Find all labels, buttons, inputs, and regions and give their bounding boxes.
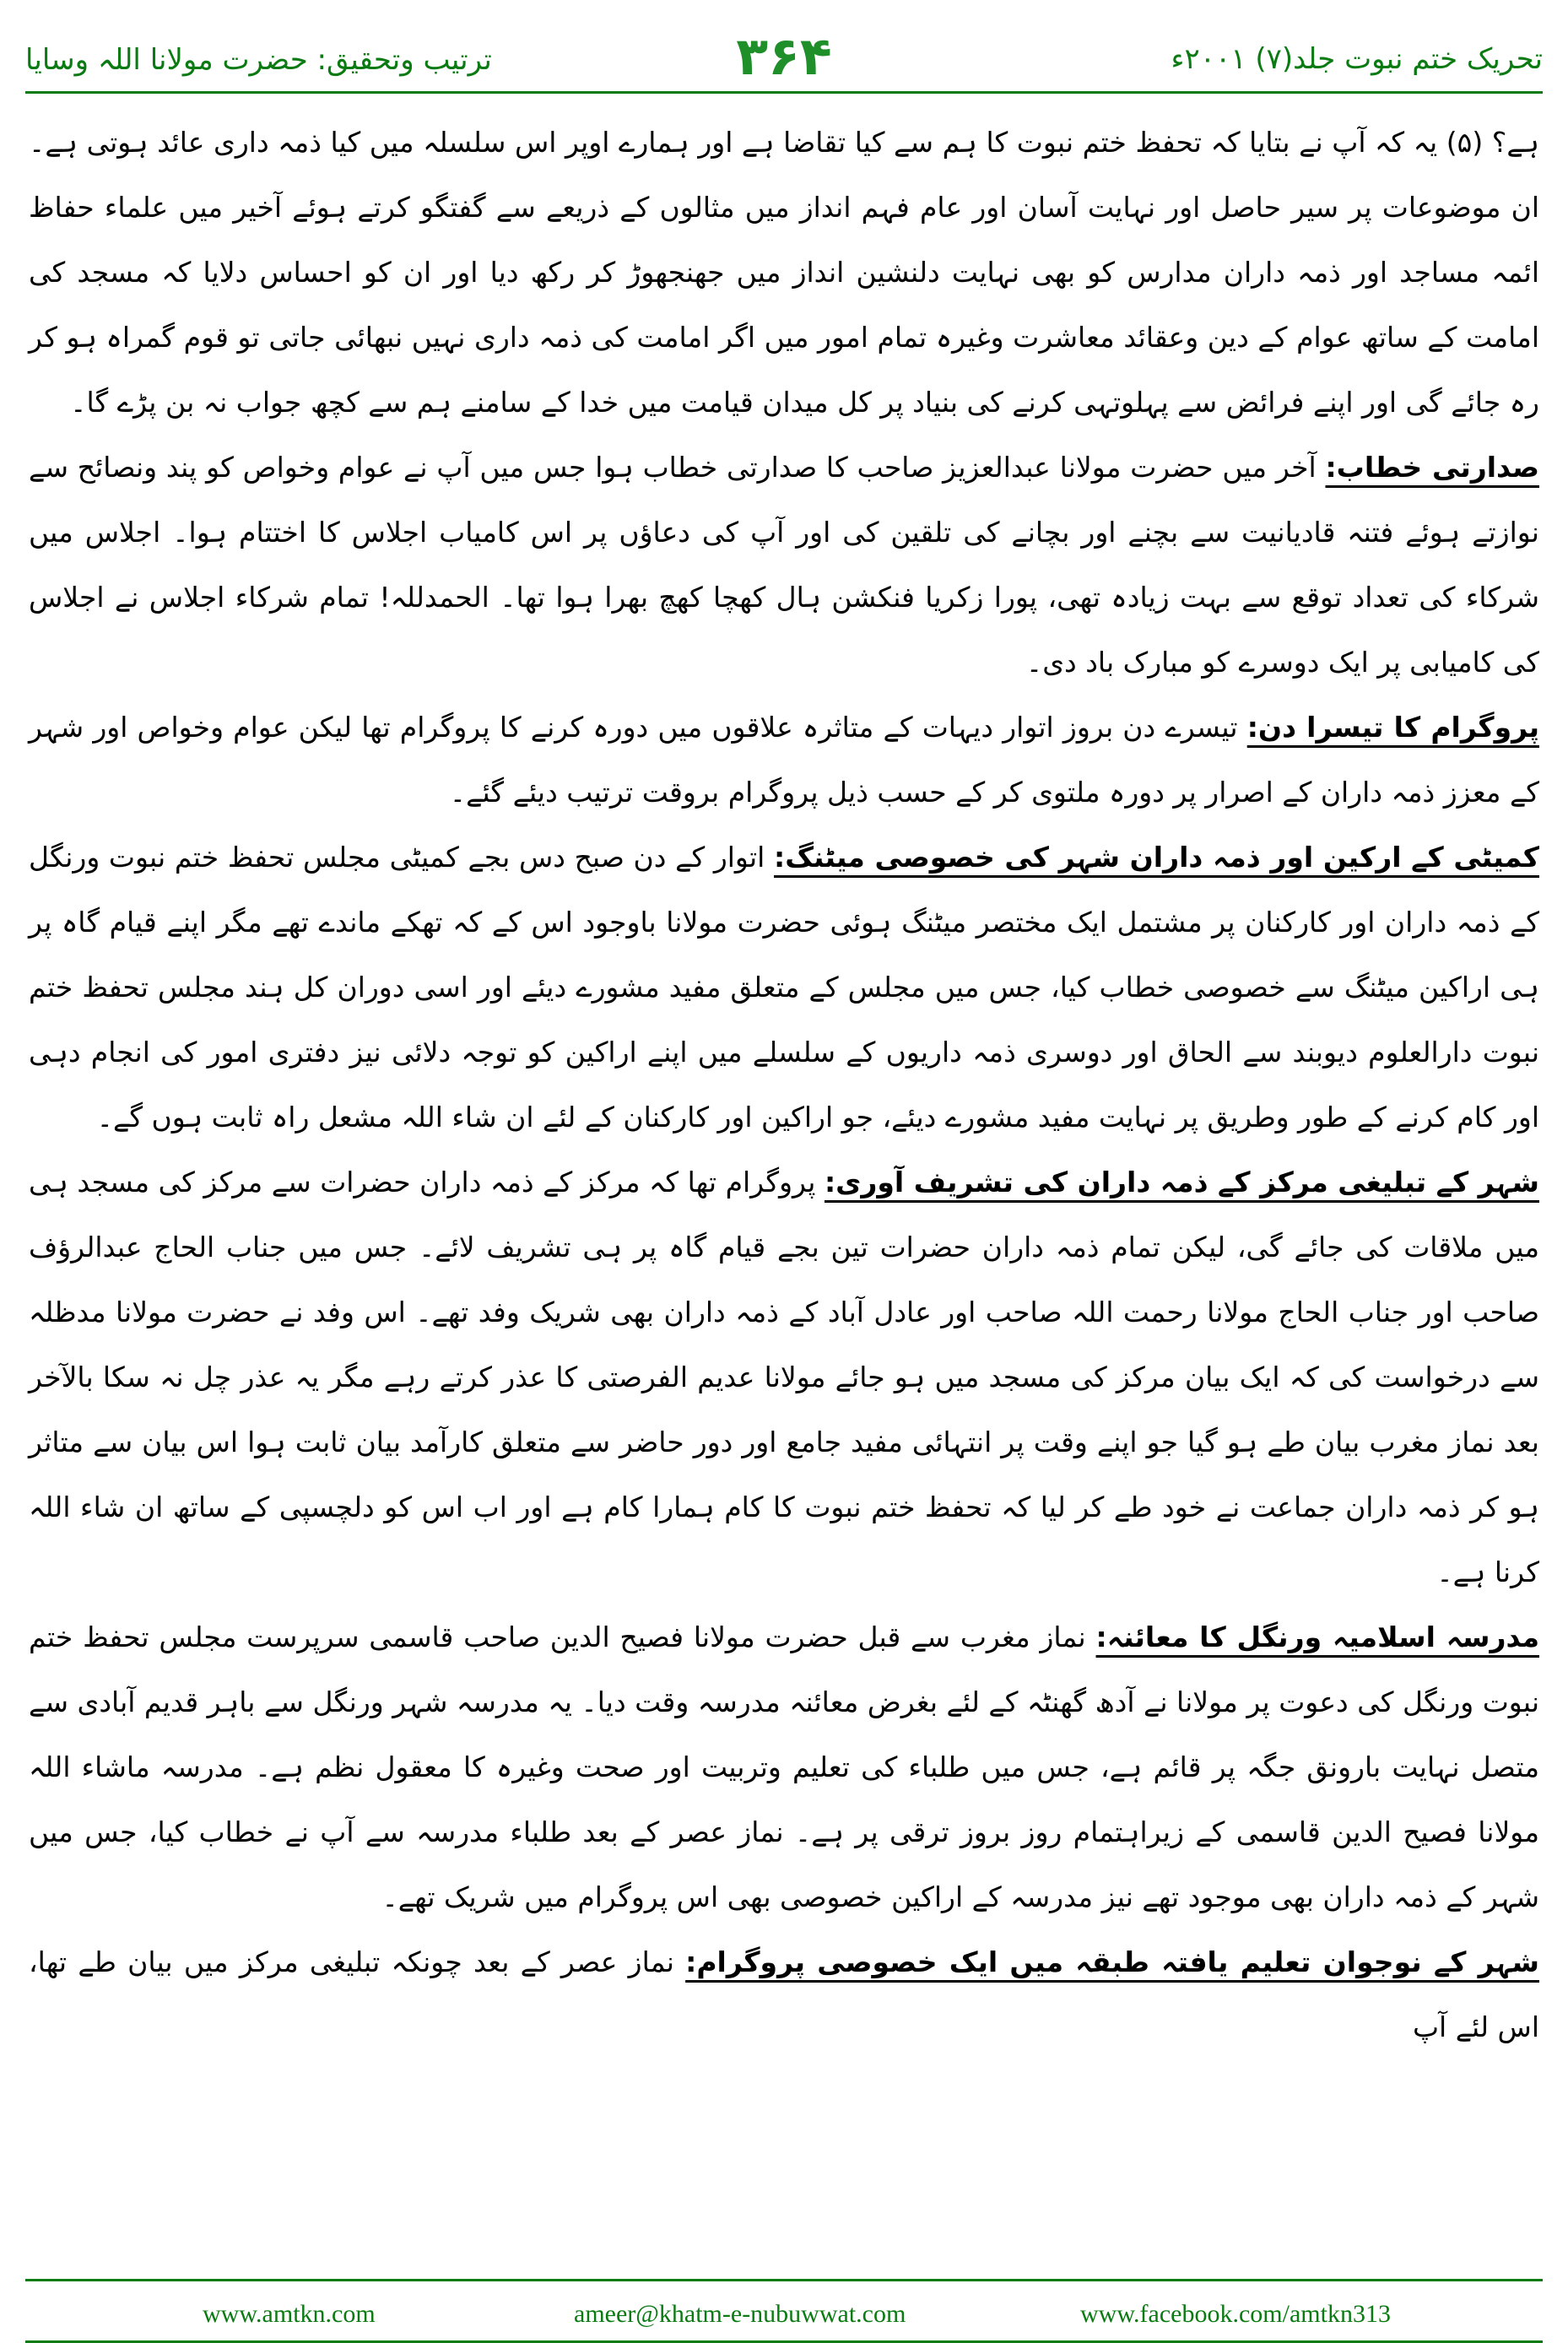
paragraph-1 <box>29 110 1539 435</box>
paragraph-4 <box>29 825 1539 1150</box>
page-number: ۳۶۴ <box>736 25 832 87</box>
footer-bar <box>25 2279 1543 2343</box>
paragraph-2 <box>29 435 1539 695</box>
section-heading: شہر کے تبلیغی مرکز کے ذمہ داران کی تشریف آوری: <box>824 1166 1539 1199</box>
section-heading: مدرسہ اسلامیہ ورنگل کا معائنہ: <box>1095 1621 1539 1653</box>
page-header <box>0 0 1568 87</box>
paragraph-text: ہے؟ (۵) یہ کہ آپ نے بتایا کہ تحفظ ختم نبوت کا ہم سے کیا تقاضا ہے اور ہمارے اوپر اس سلسلہ میں کیا ذمہ داری عائد ہوتی ہے۔ ان موضوعات پر سیر حاصل اور نہایت آسان اور عام فہم انداز میں مثالوں کے ذریعے سے گفتگو کرتے ہوئے آخیر میں علماء حفاظ ائمہ مساجد اور ذمہ داران مدارس کو بھی نہایت دلنشین انداز میں جھنجھوڑ کر رکھ دیا اور ان کو احساس دلایا کہ مسجد کی امامت کے ساتھ عوام کے دین وعقائد معاشرت وغیرہ تمام امور میں اگر امامت کی ذمہ داری نہیں نبھائی جاتی تو قوم گمراہ ہو کر رہ جائے گی اور اپنے فرائض سے پہلوتہی کرنے کی بنیاد پر کل میدان قیامت میں خدا کے سامنے ہم سے کچھ جواب نہ بن پڑے گا۔ <box>29 126 1539 419</box>
paragraph-text: پروگرام تھا کہ مرکز کے ذمہ داران حضرات سے مرکز کی مسجد ہی میں ملاقات کی جائے گی، لیکن تمام ذمہ داران حضرات تین بجے قیام گاہ پر ہی تشریف لائے۔ جس میں جناب الحاج عبدالرؤف صاحب اور جناب الحاج مولانا رحمت اللہ صاحب اور عادل آباد کے ذمہ داران بھی شریک وفد تھے۔ اس وفد نے حضرت مولانا مدظلہ سے درخواست کی کہ ایک بیان مرکز کی مسجد میں ہو جائے مولانا عدیم الفرصتی کا عذر کرتے رہے مگر یہ عذر چل نہ سکا بالآخر بعد نماز مغرب بیان طے ہو گیا جو اپنے وقت پر انتہائی مفید جامع اور دور حاضر سے متعلق کارآمد بیان ثابت ہوا اس بیان سے متاثر ہو کر ذمہ داران جماعت نے خود طے کر لیا کہ تحفظ ختم نبوت کا کام ہمارا کام ہے اور اب اس کو دلچسپی کے ساتھ ان شاء اللہ کرنا ہے۔ <box>29 1166 1539 1588</box>
paragraph-text: نماز مغرب سے قبل حضرت مولانا فصیح الدین صاحب قاسمی سرپرست مجلس تحفظ ختم نبوت ورنگل کی دعوت پر مولانا نے آدھ گھنٹہ کے لئے بغرض معائنہ مدرسہ وقت دیا۔ یہ مدرسہ شہر ورنگل سے باہر قدیم آبادی سے متصل نہایت بارونق جگہ پر قائم ہے، جس میں طلباء کی تعلیم وتربیت اور صحت وغیرہ کا معقول نظم ہے۔ مدرسہ ماشاء اللہ مولانا فصیح الدین قاسمی کے زیراہتمام روز بروز ترقی پر ہے۔ نماز عصر کے بعد طلباء مدرسہ سے آپ نے خطاب کیا، جس میں شہر کے ذمہ داران بھی موجود تھے نیز مدرسہ کے اراکین خصوصی بھی اس پروگرام میں شریک تھے۔ <box>29 1621 1539 1913</box>
paragraph-text: تیسرے دن بروز اتوار دیہات کے متاثرہ علاقوں میں دورہ کرنے کا پروگرام تھا لیکن عوام وخواص اور شہر کے معزز ذمہ داران کے اصرار پر دورہ ملتوی کر کے حسب ذیل پروگرام بروقت ترتیب دیئے گئے۔ <box>29 711 1539 809</box>
section-heading: صدارتی خطاب: <box>1325 451 1539 484</box>
paragraph-text: آخر میں حضرت مولانا عبدالعزیز صاحب کا صدارتی خطاب ہوا جس میں آپ نے عوام وخواص کو پند ونصائح سے نوازتے ہوئے فتنہ قادیانیت سے بچنے اور بچانے کی تلقین کی اور آپ کی دعاؤں پر اس کامیاب اجلاس کا اختتام ہوا۔ اجلاس میں شرکاء کی تعداد توقع سے بہت زیادہ تھی، پورا زکریا فنکشن ہال کھچا کھچ بھرا ہوا تھا۔ الحمدللہ! تمام شرکاء اجلاس نے اجلاس کی کامیابی پر ایک دوسرے کو مبارک باد دی۔ <box>29 451 1539 679</box>
paragraph-7 <box>29 1929 1539 2059</box>
section-heading: شہر کے نوجوان تعلیم یافتہ طبقہ میں ایک خصوصی پروگرام: <box>685 1945 1539 1978</box>
paragraph-3 <box>29 695 1539 825</box>
footer-facebook-link[interactable]: www.facebook.com/amtkn313 <box>1080 2300 1391 2328</box>
footer-website-link[interactable]: www.amtkn.com <box>203 2300 376 2328</box>
header-compiler-title: ترتیب وتحقیق: حضرت مولانا اللہ وسایا <box>25 43 492 77</box>
paragraph-5 <box>29 1150 1539 1604</box>
section-heading: پروگرام کا تیسرا دن: <box>1246 711 1539 744</box>
paragraph-6 <box>29 1604 1539 1929</box>
paragraph-text: نماز عصر کے بعد چونکہ تبلیغی مرکز میں بیان طے تھا، اس لئے آپ <box>29 1945 1539 2043</box>
header-book-title: تحریک ختم نبوت جلد(۷) ۲۰۰۱ء <box>1171 42 1543 76</box>
paragraph-text: اتوار کے دن صبح دس بجے کمیٹی مجلس تحفظ ختم نبوت ورنگل کے ذمہ داران اور کارکنان پر مشتمل ایک مختصر میٹنگ ہوئی حضرت مولانا باوجود اس کے کہ تھکے ماندے تھے مگر اپنے قیام گاہ پر ہی اراکین میٹنگ سے خصوصی خطاب کیا، جس میں مجلس کے متعلق مفید مشورے دیئے اور اسی دوران کل ہند مجلس تحفظ ختم نبوت دارالعلوم دیوبند سے الحاق اور دوسری ذمہ داریوں کے سلسلے میں اپنے اراکین کو توجہ دلائی نیز دفتری امور کی انجام دہی اور کام کرنے کے طور وطریق پر نہایت مفید مشورے دیئے، جو اراکین اور کارکنان کے لئے ان شاء اللہ مشعل راہ ثابت ہوں گے۔ <box>29 841 1539 1134</box>
footer-email-link[interactable]: ameer@khatm-e-nubuwwat.com <box>574 2300 906 2328</box>
page-footer <box>0 2279 1568 2342</box>
page-body <box>29 110 1539 2275</box>
section-heading: کمیٹی کے ارکین اور ذمہ داران شہر کی خصوصی میٹنگ: <box>774 841 1539 874</box>
header-divider <box>25 91 1543 94</box>
